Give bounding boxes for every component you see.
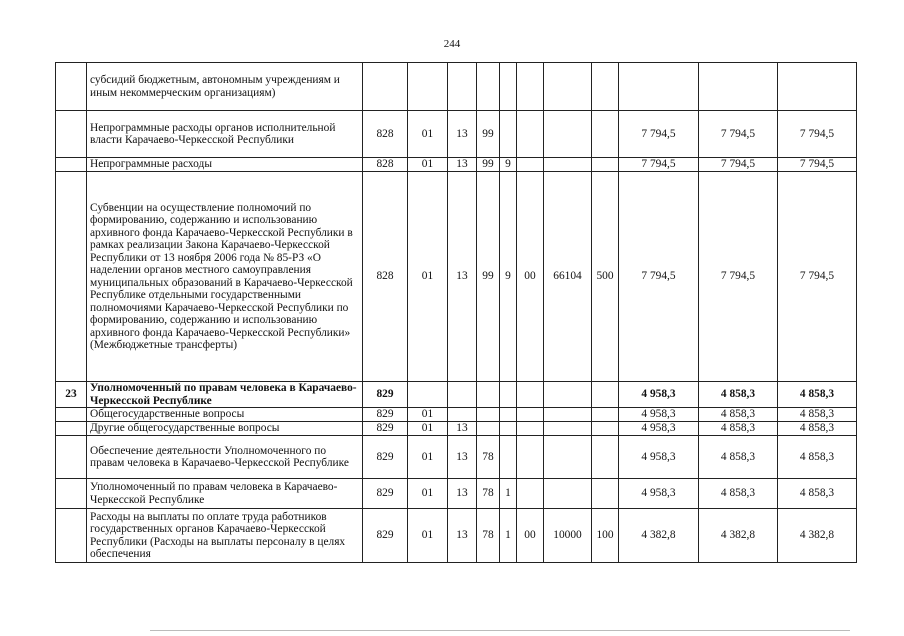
code-target-3: [517, 63, 544, 111]
code-target-1: 99: [477, 158, 500, 172]
code-section: 01: [408, 509, 448, 563]
table-row: [56, 509, 857, 563]
amount-year-2: 7 794,5: [699, 158, 778, 172]
row-name: Расходы на выплаты по оплате труда работников государственных органов Карачаево-Черкесской Республики (Расходы на выплаты персоналу в целях обеспечения: [87, 509, 363, 563]
code-target-4: [544, 422, 592, 436]
table-row: [56, 408, 857, 422]
code-expense-type: 100: [592, 509, 619, 563]
table-row: [56, 422, 857, 436]
code-target-3: [517, 408, 544, 422]
code-target-4: [544, 382, 592, 408]
row-number: [56, 172, 87, 382]
amount-year-1: 7 794,5: [619, 111, 699, 158]
code-section: 01: [408, 479, 448, 509]
code-section: 01: [408, 422, 448, 436]
code-expense-type: [592, 422, 619, 436]
code-target-3: [517, 436, 544, 479]
amount-year-2: 4 858,3: [699, 479, 778, 509]
code-grbs: 828: [363, 111, 408, 158]
code-subsection: 13: [448, 479, 477, 509]
row-name: Уполномоченный по правам человека в Карачаево-Черкесской Республике: [87, 382, 363, 408]
code-grbs: 829: [363, 479, 408, 509]
code-subsection: [448, 408, 477, 422]
amount-year-1: 4 958,3: [619, 382, 699, 408]
code-target-2: [500, 436, 517, 479]
code-target-4: 10000: [544, 509, 592, 563]
code-target-2: [500, 63, 517, 111]
amount-year-3: 4 858,3: [778, 382, 857, 408]
code-subsection: 13: [448, 158, 477, 172]
code-grbs: 829: [363, 382, 408, 408]
code-expense-type: [592, 158, 619, 172]
code-target-4: [544, 63, 592, 111]
code-subsection: 13: [448, 436, 477, 479]
row-number: [56, 408, 87, 422]
code-grbs: 829: [363, 436, 408, 479]
row-number: [56, 63, 87, 111]
amount-year-2: 4 858,3: [699, 436, 778, 479]
row-name: субсидий бюджетным, автономным учреждениям и иным некоммерческим организациям): [87, 63, 363, 111]
amount-year-3: 7 794,5: [778, 158, 857, 172]
amount-year-2: 4 858,3: [699, 382, 778, 408]
code-grbs: 829: [363, 422, 408, 436]
amount-year-2: 4 382,8: [699, 509, 778, 563]
amount-year-1: 4 958,3: [619, 436, 699, 479]
page-number: 244: [443, 38, 461, 50]
row-number: [56, 509, 87, 563]
code-target-3: 00: [517, 509, 544, 563]
scan-edge-line: [150, 630, 850, 631]
amount-year-3: 4 858,3: [778, 422, 857, 436]
code-target-2: 9: [500, 158, 517, 172]
code-target-1: 78: [477, 436, 500, 479]
amount-year-1: 7 794,5: [619, 158, 699, 172]
code-target-3: 00: [517, 172, 544, 382]
amount-year-3: 7 794,5: [778, 172, 857, 382]
row-name: Субвенции на осуществление полномочий по формированию, содержанию и использованию архивного фонда Карачаево-Черкесской Республики в рамках реализации Закона Карачаево-Черкесской Республики от 13 ноября 2006 года № 85-РЗ «О наделении органов местного самоуправления муниципальных образований в Карачаево-Черкесской Республике отдельными государственными полномочиями Карачаево-Черкесской Республики по формированию, содержанию и использованию архивного фонда Карачаево-Черкесской Республики» (Межбюджетные трансферты): [87, 172, 363, 382]
amount-year-1: 7 794,5: [619, 172, 699, 382]
code-target-4: [544, 408, 592, 422]
code-subsection: 13: [448, 111, 477, 158]
code-target-2: 1: [500, 479, 517, 509]
code-target-2: [500, 422, 517, 436]
code-expense-type: [592, 436, 619, 479]
code-grbs: 828: [363, 158, 408, 172]
code-target-3: [517, 382, 544, 408]
amount-year-2: 7 794,5: [699, 172, 778, 382]
code-target-1: 78: [477, 509, 500, 563]
code-target-3: [517, 158, 544, 172]
code-grbs: 829: [363, 509, 408, 563]
code-grbs: 829: [363, 408, 408, 422]
amount-year-1: 4 382,8: [619, 509, 699, 563]
amount-year-1: [619, 63, 699, 111]
code-expense-type: [592, 408, 619, 422]
amount-year-2: 4 858,3: [699, 408, 778, 422]
code-target-1: 78: [477, 479, 500, 509]
row-name: Общегосударственные вопросы: [87, 408, 363, 422]
code-expense-type: [592, 479, 619, 509]
code-expense-type: [592, 63, 619, 111]
row-number: 23: [56, 382, 87, 408]
code-target-3: [517, 479, 544, 509]
row-number: [56, 436, 87, 479]
code-subsection: 13: [448, 172, 477, 382]
code-section: 01: [408, 158, 448, 172]
code-grbs: [363, 63, 408, 111]
code-target-1: [477, 408, 500, 422]
amount-year-1: 4 958,3: [619, 408, 699, 422]
code-section: 01: [408, 408, 448, 422]
amount-year-3: 4 858,3: [778, 408, 857, 422]
code-target-4: [544, 111, 592, 158]
table-row: [56, 111, 857, 158]
code-target-1: [477, 382, 500, 408]
code-target-4: [544, 479, 592, 509]
amount-year-1: 4 958,3: [619, 479, 699, 509]
row-number: [56, 158, 87, 172]
table-row: [56, 172, 857, 382]
amount-year-2: [699, 63, 778, 111]
code-target-2: [500, 382, 517, 408]
code-target-3: [517, 422, 544, 436]
code-target-2: [500, 111, 517, 158]
table-row: [56, 436, 857, 479]
table-body: [56, 63, 857, 563]
code-subsection: 13: [448, 509, 477, 563]
amount-year-3: [778, 63, 857, 111]
amount-year-3: 4 382,8: [778, 509, 857, 563]
code-section: 01: [408, 172, 448, 382]
row-number: [56, 479, 87, 509]
table-row: [56, 382, 857, 408]
code-target-2: 1: [500, 509, 517, 563]
code-grbs: 828: [363, 172, 408, 382]
code-target-2: [500, 408, 517, 422]
amount-year-2: 7 794,5: [699, 111, 778, 158]
code-section: [408, 63, 448, 111]
row-name: Непрограммные расходы органов исполнительной власти Карачаево-Черкесской Республики: [87, 111, 363, 158]
amount-year-2: 4 858,3: [699, 422, 778, 436]
code-target-1: [477, 422, 500, 436]
budget-table: [55, 62, 857, 563]
code-section: 01: [408, 111, 448, 158]
code-target-2: 9: [500, 172, 517, 382]
code-target-4: [544, 436, 592, 479]
row-number: [56, 111, 87, 158]
code-expense-type: [592, 382, 619, 408]
code-target-1: 99: [477, 111, 500, 158]
code-subsection: [448, 382, 477, 408]
code-subsection: [448, 63, 477, 111]
table-row: [56, 63, 857, 111]
amount-year-3: 7 794,5: [778, 111, 857, 158]
code-section: [408, 382, 448, 408]
row-name: Обеспечение деятельности Уполномоченного по правам человека в Карачаево-Черкесской Республике: [87, 436, 363, 479]
code-target-1: 99: [477, 172, 500, 382]
code-expense-type: [592, 111, 619, 158]
amount-year-3: 4 858,3: [778, 436, 857, 479]
row-name: Другие общегосударственные вопросы: [87, 422, 363, 436]
code-target-4: [544, 158, 592, 172]
amount-year-3: 4 858,3: [778, 479, 857, 509]
code-section: 01: [408, 436, 448, 479]
amount-year-1: 4 958,3: [619, 422, 699, 436]
code-target-3: [517, 111, 544, 158]
code-subsection: 13: [448, 422, 477, 436]
code-expense-type: 500: [592, 172, 619, 382]
code-target-4: 66104: [544, 172, 592, 382]
row-name: Уполномоченный по правам человека в Карачаево-Черкесской Республике: [87, 479, 363, 509]
table-row: [56, 479, 857, 509]
table-row: [56, 158, 857, 172]
code-target-1: [477, 63, 500, 111]
row-name: Непрограммные расходы: [87, 158, 363, 172]
row-number: [56, 422, 87, 436]
